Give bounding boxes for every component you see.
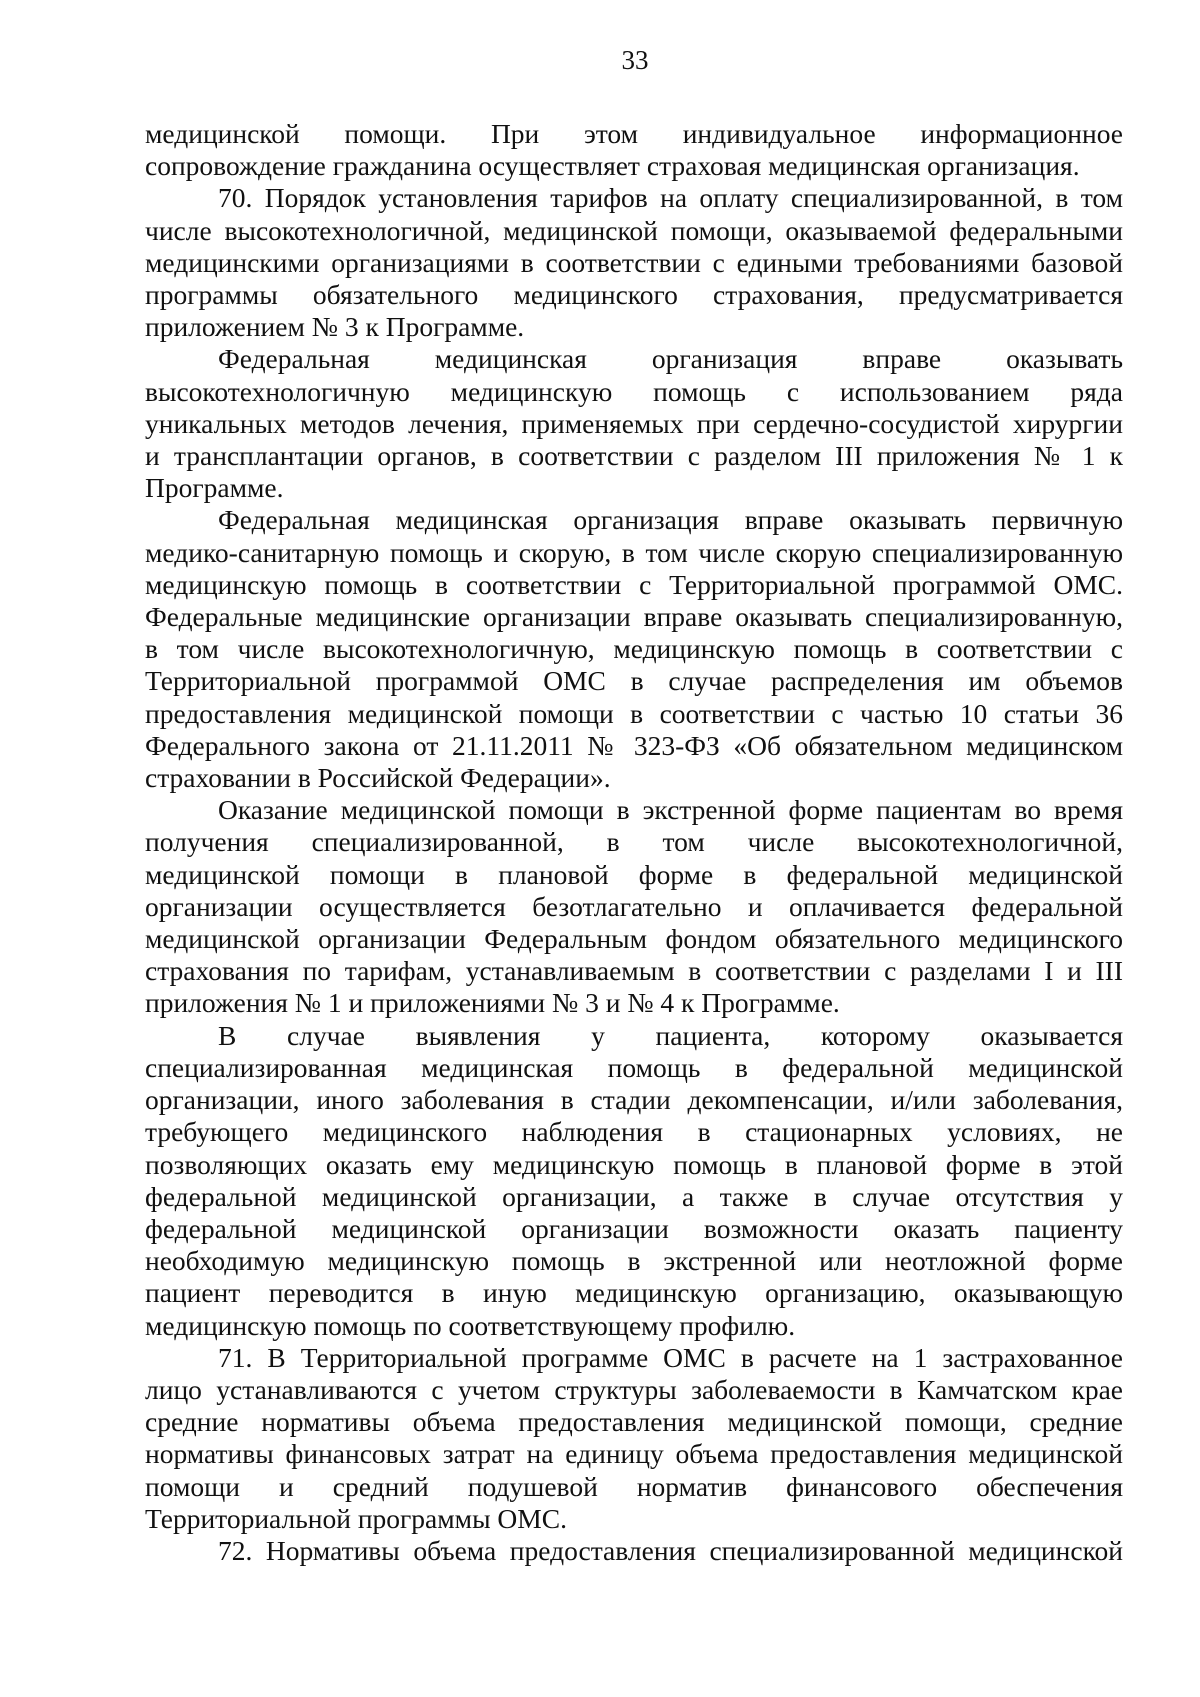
text-line: в том числе высокотехнологичную, медицинскую помощь в соответствии с bbox=[145, 633, 1123, 665]
text-line: федеральной медицинской организации, а также в случае отсутствия у bbox=[145, 1180, 1123, 1212]
text-line: страховании в Российской Федерации». bbox=[145, 762, 611, 794]
text-line: 71. В Территориальной программе ОМС в расчете на 1 застрахованное bbox=[218, 1341, 1123, 1373]
text-line: медицинской помощи. При этом индивидуальное информационное bbox=[145, 118, 1123, 149]
text-line: предоставления медицинской помощи в соответствии с частью 10 статьи 36 bbox=[145, 697, 1123, 729]
text-line: Оказание медицинской помощи в экстренной форме пациентам во время bbox=[218, 794, 1123, 826]
text-line: организации, иного заболевания в стадии декомпенсации, и/или заболевания, bbox=[145, 1084, 1123, 1116]
text-line: медицинскую помощь в соответствии с Территориальной программой ОМС. bbox=[145, 568, 1123, 600]
text-line: высокотехнологичную медицинскую помощь с использованием ряда bbox=[145, 375, 1123, 407]
text-line: Федеральная медицинская организация вправе оказывать bbox=[218, 343, 1123, 375]
text-line: нормативы финансовых затрат на единицу объема предоставления медицинской bbox=[145, 1438, 1123, 1470]
text-line: Программе. bbox=[145, 472, 284, 504]
text-line: 70. Порядок установления тарифов на оплату специализированной, в том bbox=[218, 182, 1123, 214]
text-line: специализированная медицинская помощь в федеральной медицинской bbox=[145, 1051, 1123, 1083]
text-line: необходимую медицинскую помощь в экстренной или неотложной форме bbox=[145, 1245, 1123, 1277]
text-line: программы обязательного медицинского страхования, предусматривается bbox=[145, 279, 1123, 311]
text-line: получения специализированной, в том числе высокотехнологичной, bbox=[145, 826, 1123, 858]
text-line: организации осуществляется безотлагательно и оплачивается федеральной bbox=[145, 890, 1123, 922]
text-line: страхования по тарифам, устанавливаемым в соответствии с разделами I и III bbox=[145, 955, 1123, 987]
text-line: средние нормативы объема предоставления медицинской помощи, средние bbox=[145, 1406, 1123, 1438]
text-line: медицинской организации Федеральным фондом обязательного медицинского bbox=[145, 923, 1123, 955]
text-line: Федеральные медицинские организации вправе оказывать специализированную, bbox=[145, 601, 1123, 633]
text-line: медицинской помощи в плановой форме в федеральной медицинской bbox=[145, 858, 1123, 890]
text-line: 72. Нормативы объема предоставления специализированной медицинской bbox=[218, 1534, 1123, 1566]
text-line: медицинскими организациями в соответствии с едиными требованиями базовой bbox=[145, 246, 1123, 278]
text-line: и трансплантации органов, в соответствии с разделом III приложения № 1 к bbox=[145, 440, 1123, 472]
text-line: требующего медицинского наблюдения в стационарных условиях, не bbox=[145, 1116, 1123, 1148]
text-line: федеральной медицинской организации возможности оказать пациенту bbox=[145, 1212, 1123, 1244]
text-line: медицинскую помощь по соответствующему профилю. bbox=[145, 1309, 796, 1341]
text-line: уникальных методов лечения, применяемых при сердечно-сосудистой хирургии bbox=[145, 407, 1123, 439]
page-number: 33 bbox=[621, 45, 649, 75]
text-line: лицо устанавливаются с учетом структуры заболеваемости в Камчатском крае bbox=[145, 1373, 1123, 1405]
text-line: позволяющих оказать ему медицинскую помощь в плановой форме в этой bbox=[145, 1148, 1123, 1180]
text-line: числе высокотехнологичной, медицинской помощи, оказываемой федеральными bbox=[145, 214, 1123, 246]
text-line: сопровождение гражданина осуществляет страховая медицинская организация. bbox=[145, 150, 1080, 182]
text-line: Федерального закона от 21.11.2011 № 323-ФЗ «Об обязательном медицинском bbox=[145, 729, 1123, 761]
text-line: приложения № 1 и приложениями № 3 и № 4 к Программе. bbox=[145, 987, 840, 1019]
text-line: Территориальной программой ОМС в случае распределения им объемов bbox=[145, 665, 1123, 697]
text-line: Федеральная медицинская организация вправе оказывать первичную bbox=[218, 504, 1123, 536]
text-line: помощи и средний подушевой норматив финансового обеспечения bbox=[145, 1470, 1123, 1502]
text-line: В случае выявления у пациента, которому оказывается bbox=[218, 1019, 1123, 1051]
body-text bbox=[145, 118, 1123, 1567]
text-line: медико-санитарную помощь и скорую, в том числе скорую специализированную bbox=[145, 536, 1123, 568]
text-line: Территориальной программы ОМС. bbox=[145, 1502, 567, 1534]
text-line: пациент переводится в иную медицинскую организацию, оказывающую bbox=[145, 1277, 1123, 1309]
text-line: приложением № 3 к Программе. bbox=[145, 311, 525, 343]
